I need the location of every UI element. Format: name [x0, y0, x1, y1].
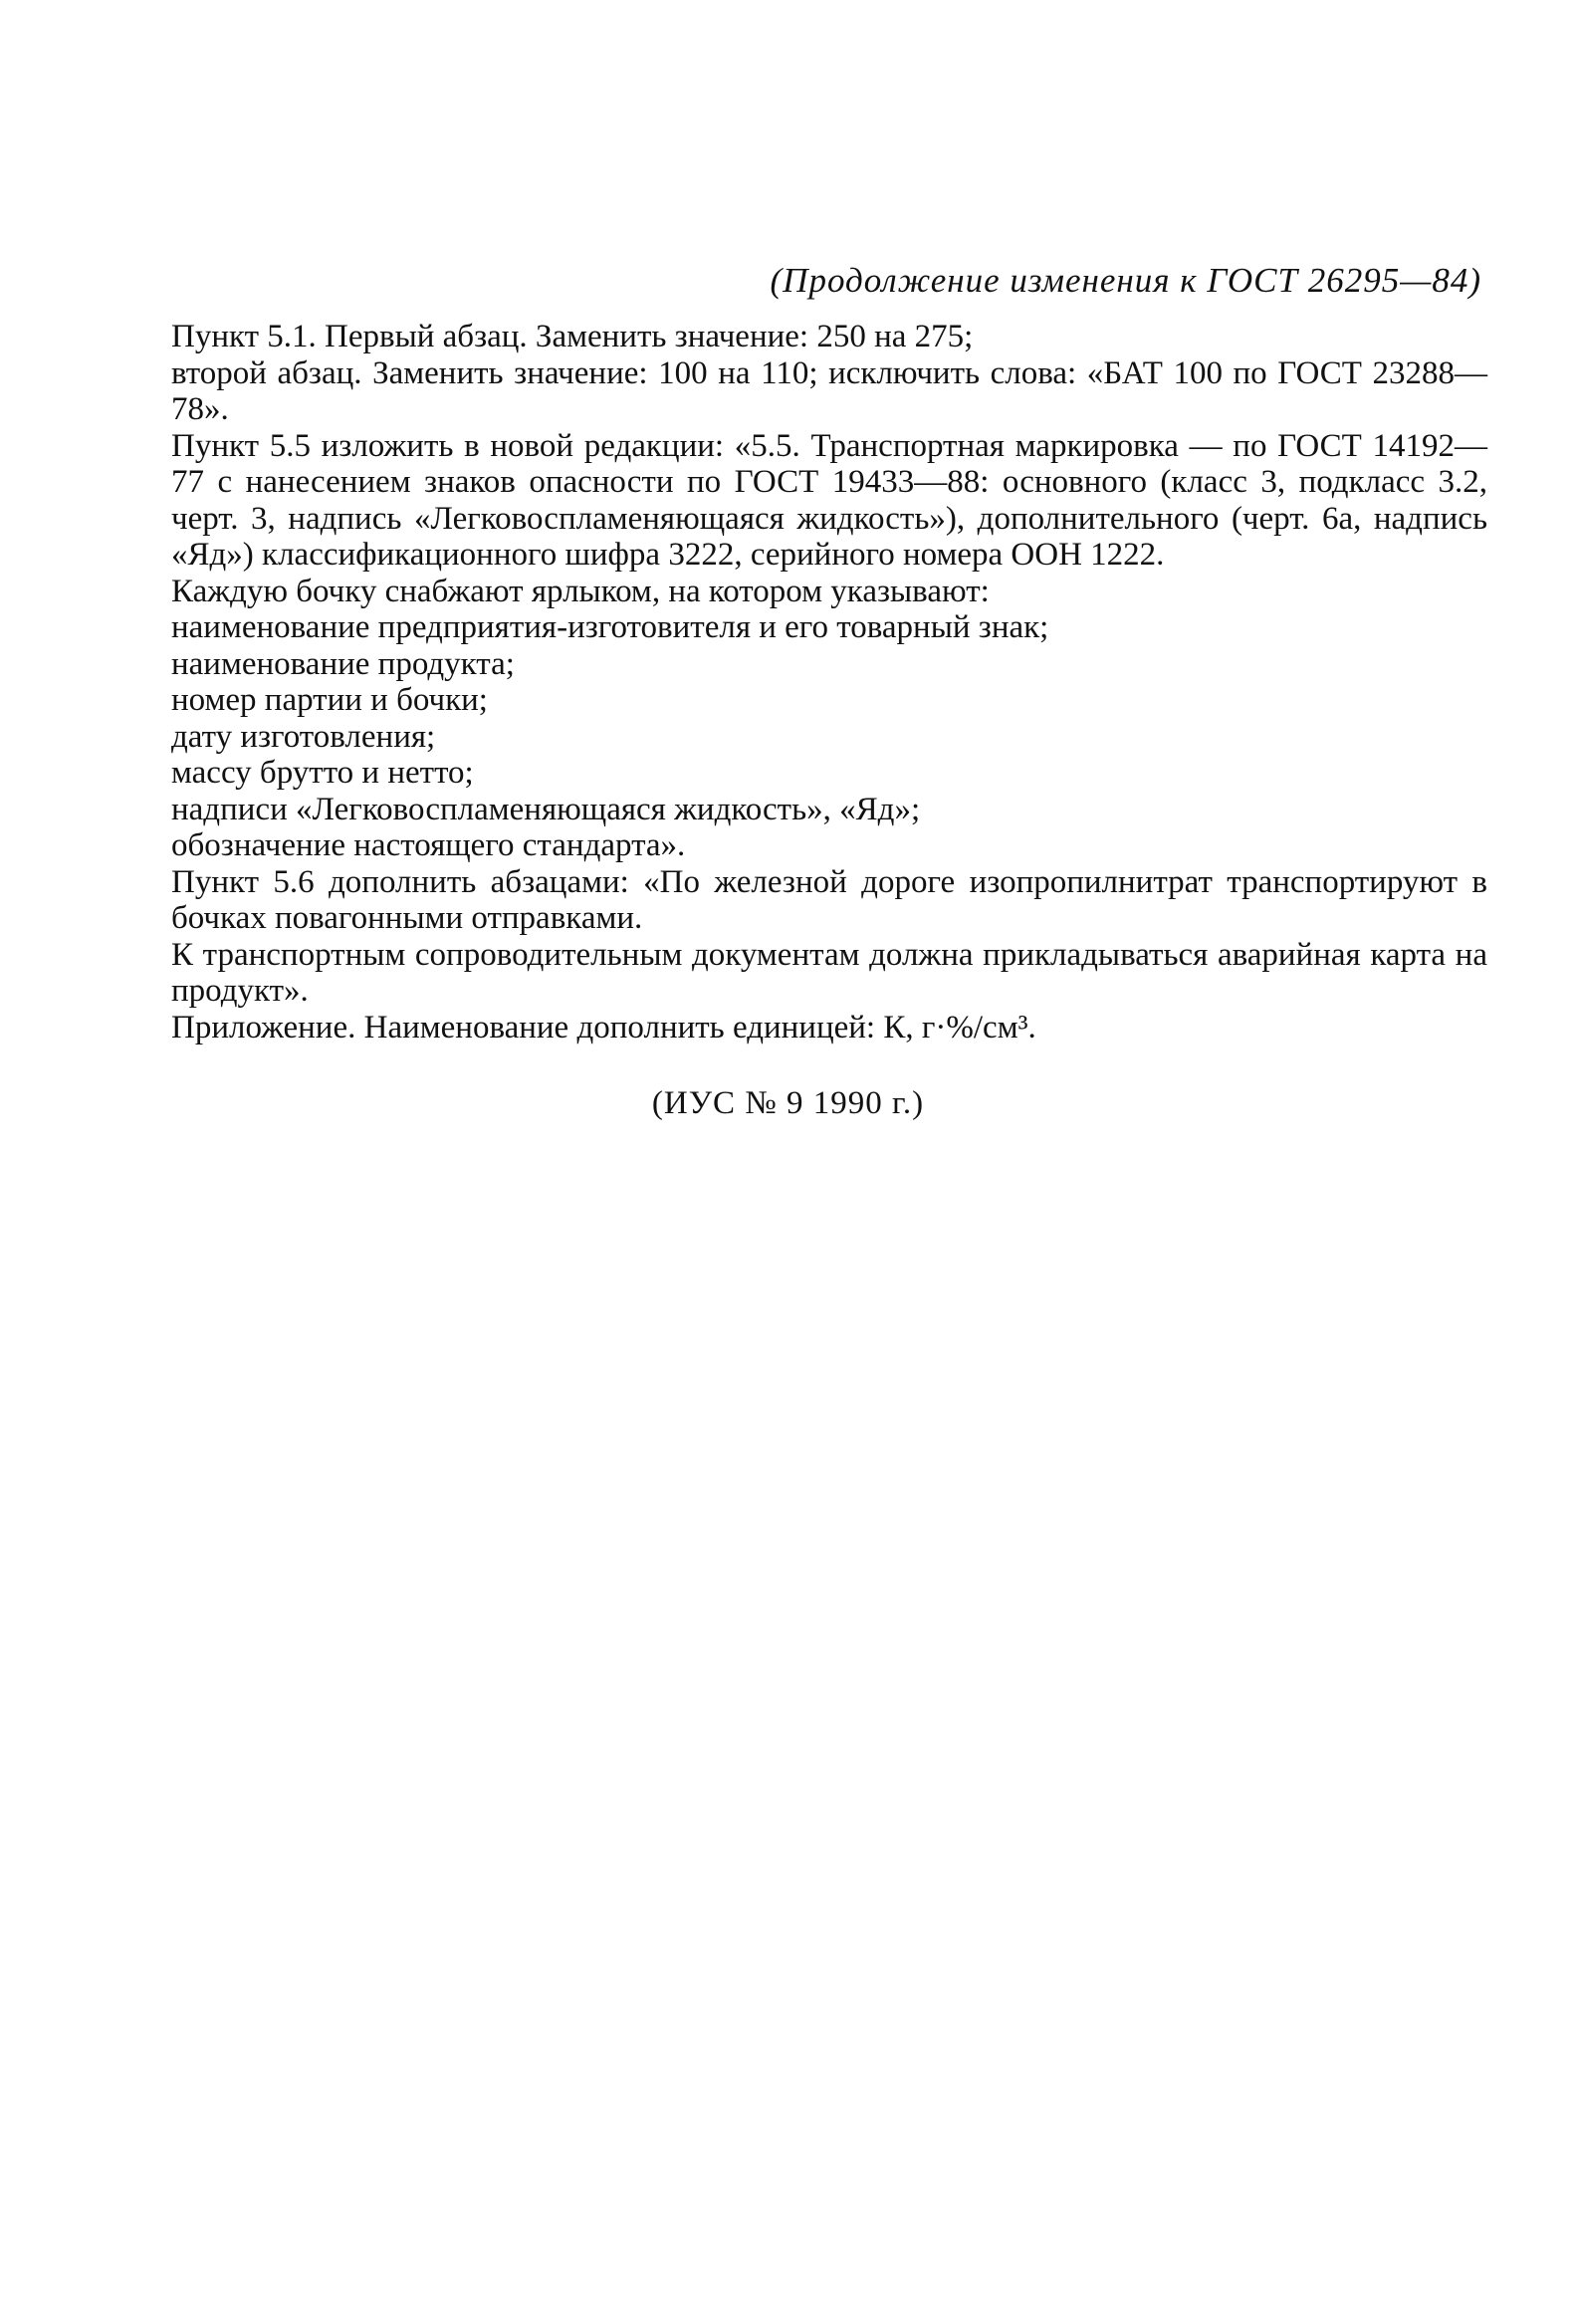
ius-reference: (ИУС № 9 1990 г.): [651, 1085, 925, 1121]
list-item-mass: массу брутто и нетто;: [171, 755, 474, 791]
list-item-product-name: наименование продукта;: [171, 645, 515, 682]
list-item-manufacturer: наименование предприятия-изготовителя и его товарный знак;: [171, 609, 1049, 645]
paragraph-emergency-card: К транспортным сопроводительным документам должна прикладываться аварийная карта на продукт».: [171, 936, 1487, 1009]
paragraph-appendix: Приложение. Наименование дополнить единицей: К, г·%/см³.: [171, 1009, 1036, 1046]
paragraph-label-intro: Каждую бочку снабжают ярлыком, на котором указывают:: [171, 573, 990, 609]
paragraph-item-5-6: Пункт 5.6 дополнить абзацами: «По железной дороге изопропилнитрат транспортируют в бочках повагонными отправками.: [171, 863, 1487, 936]
paragraph-second-abzac: второй абзац. Заменить значение: 100 на 110; исключить слова: «БАТ 100 по ГОСТ 23288—78».: [171, 354, 1487, 427]
amendment-body: [171, 319, 1487, 1046]
paragraph-item-5-5: Пункт 5.5 изложить в новой редакции: «5.5. Транспортная маркировка — по ГОСТ 14192—77 с нанесением знаков опасности по ГОСТ 19433—88: основного (класс 3, подкласс 3.2, черт. 3, надпись «Легковоспламеняющаяся жидкость»), дополнительного (черт. 6а, надпись «Яд») классификационного шифра 3222, серийного номера ООН 1222.: [171, 427, 1487, 573]
list-item-inscriptions: надписи «Легковоспламеняющаяся жидкость», «Яд»;: [171, 791, 921, 827]
list-item-manufacture-date: дату изготовления;: [171, 718, 436, 755]
list-item-batch-number: номер партии и бочки;: [171, 682, 488, 718]
amendment-header: (Продолжение изменения к ГОСТ 26295—84): [770, 261, 1481, 300]
list-item-standard-designation: обозначение настоящего стандарта».: [171, 827, 686, 863]
paragraph-item-5-1: Пункт 5.1. Первый абзац. Заменить значение: 250 на 275;: [171, 319, 974, 354]
